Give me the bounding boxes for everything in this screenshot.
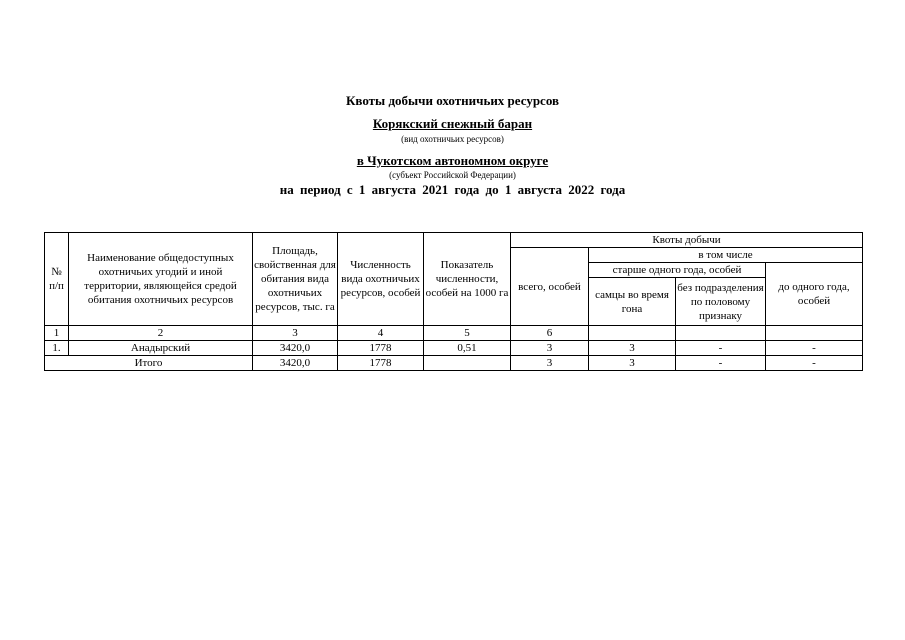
period-line: на период с 1 августа 2021 года до 1 августа 2022 года <box>279 182 626 197</box>
total-label: Итого <box>45 356 253 371</box>
column-number: 3 <box>253 326 338 341</box>
row-total: 3 <box>511 341 589 356</box>
empty-cell <box>766 326 863 341</box>
row-count: 1778 <box>338 341 424 356</box>
row-males: 3 <box>589 341 676 356</box>
total-count: 1778 <box>338 356 424 371</box>
column-number: 5 <box>424 326 511 341</box>
col-header-including: в том числе <box>589 248 863 263</box>
col-header-under-one: до одного года, особей <box>766 263 863 326</box>
empty-cell <box>676 326 766 341</box>
col-header-total: всего, особей <box>511 248 589 326</box>
document-title: Квоты добычи охотничьих ресурсов <box>345 93 560 108</box>
col-header-count: Численность вида охотничьих ресурсов, особей <box>338 233 424 326</box>
total-total: 3 <box>511 356 589 371</box>
row-area: 3420,0 <box>253 341 338 356</box>
col-header-num: № п/п <box>45 233 69 326</box>
column-number: 6 <box>511 326 589 341</box>
row-density: 0,51 <box>424 341 511 356</box>
column-number: 2 <box>69 326 253 341</box>
total-no-sex: - <box>676 356 766 371</box>
table-row <box>45 341 863 356</box>
col-header-males: самцы во время гона <box>589 278 676 326</box>
species-caption: (вид охотничьих ресурсов) <box>401 134 504 144</box>
quota-table <box>44 232 863 371</box>
col-header-name: Наименование общедоступных охотничьих угодий и иной территории, являющейся средой обитания охотничьих ресурсов <box>69 233 253 326</box>
total-row <box>45 356 863 371</box>
col-header-area: Площадь, свойственная для обитания вида охотничьих ресурсов, тыс. га <box>253 233 338 326</box>
total-males: 3 <box>589 356 676 371</box>
col-header-older: старше одного года, особей <box>589 263 766 278</box>
total-area: 3420,0 <box>253 356 338 371</box>
region-caption: (субъект Российской Федерации) <box>389 170 516 180</box>
column-number: 4 <box>338 326 424 341</box>
row-no-sex: - <box>676 341 766 356</box>
column-number: 1 <box>45 326 69 341</box>
empty-cell <box>589 326 676 341</box>
species-name: Корякский снежный баран <box>372 116 533 131</box>
row-under-one: - <box>766 341 863 356</box>
row-name: Анадырский <box>69 341 253 356</box>
row-num: 1. <box>45 341 69 356</box>
col-header-density: Показатель численности, особей на 1000 га <box>424 233 511 326</box>
total-density <box>424 356 511 371</box>
total-under-one: - <box>766 356 863 371</box>
col-header-no-sex: без подразделения по половому признаку <box>676 278 766 326</box>
region-name: в Чукотском автономном округе <box>356 153 549 168</box>
col-header-quota-group: Квоты добычи <box>511 233 863 248</box>
